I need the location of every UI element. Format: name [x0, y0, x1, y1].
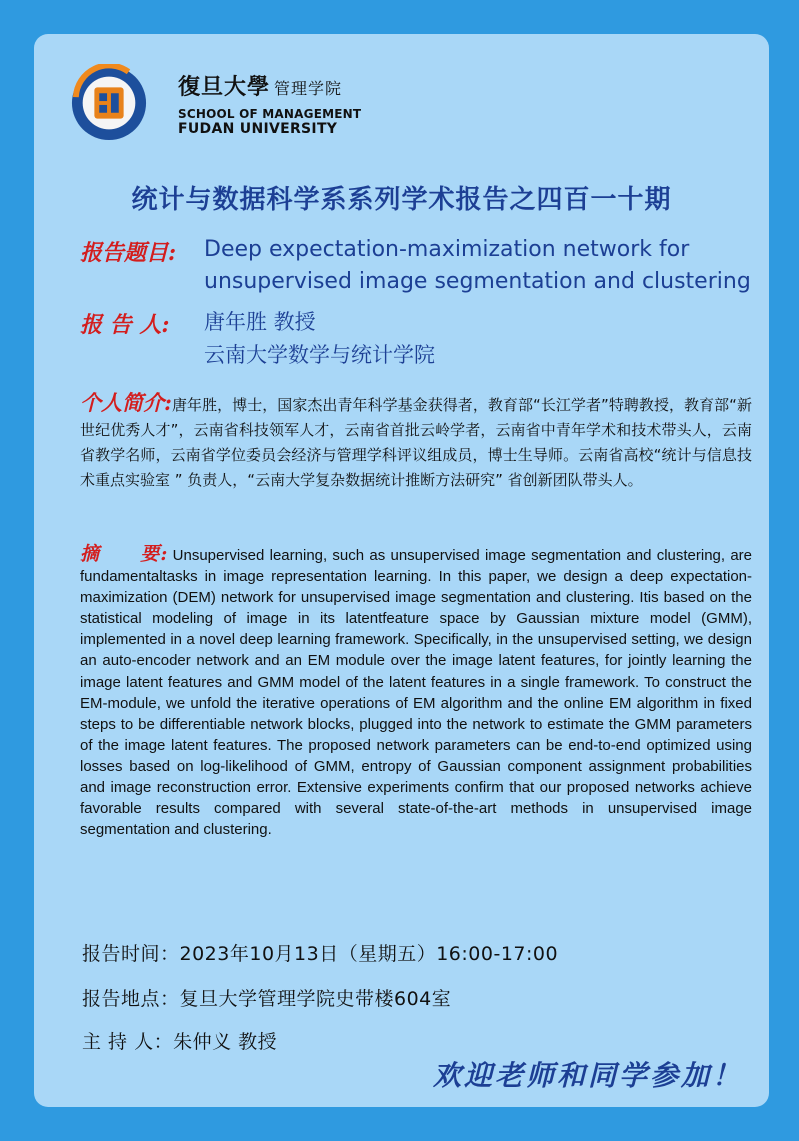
topic-line1: Deep expectation-maximization network for [204, 237, 690, 262]
talk-time: 报告时间：2023年10月13日（星期五）16:00-17:00 [82, 943, 559, 965]
bio-section [80, 390, 752, 493]
series-title: 统计与数据科学系系列学术报告之四百一十期 [131, 185, 672, 215]
poster-card [34, 34, 769, 1107]
speaker-affiliation: 云南大学数学与统计学院 [204, 343, 435, 367]
brand-cn-sub: 管理学院 [274, 79, 343, 98]
bio-text: 唐年胜，博士，国家杰出青年科学基金获得者，教育部“长江学者”特聘教授，教育部“新世纪优秀人才”，云南省科技领军人才，云南省首批云岭学者，云南省中青年学术和技术带头人，云南省教学名师，云南省学位委员会经济与管理学科评议组成员，博士生导师。云南省高校“统计与信息技术重点实验室 ” 负责人，“云南大学复杂数据统计推断方法研究” 省创新团队带头人。 [80, 396, 752, 489]
brand-text [178, 70, 361, 137]
brand-en-line2: FUDAN UNIVERSITY [178, 121, 338, 137]
header [70, 64, 470, 146]
bio-label: 个人简介: [80, 390, 172, 415]
abstract-section [80, 544, 752, 840]
talk-location: 报告地点：复旦大学管理学院史带楼604室 [82, 988, 452, 1010]
school-seal-logo [70, 64, 148, 142]
speaker-name: 唐年胜 教授 [204, 310, 316, 334]
brand-en-line1: SCHOOL OF MANAGEMENT [178, 107, 362, 121]
welcome-slogan: 欢迎老师和同学参加！ [432, 1059, 743, 1092]
speaker-label: 报 告 人: [80, 312, 170, 338]
brand-cn: 復旦大學 [178, 74, 271, 100]
abstract-label: 摘 要: [80, 543, 168, 565]
topic-label: 报告题目: [80, 240, 177, 266]
abstract-text: Unsupervised learning, such as unsupervised image segmentation and clustering, are fundamentaltasks in image representation learning. In this paper, we design a deep expectation-maximization (DEM) network for unsupervised image segmentation and clustering. Itis based on the statistical modeling of image in its latentfeature space by Gaussian mixture model (GMM), implemented in a novel deep learning framework. Specifically, in the unsupervised setting, we design an auto-encoder network and an EM module over the image latent features, for jointly learning the image latent features and GMM model of the latent features in a single framework. To construct the EM-module, we unfold the iterative operations of EM algorithm and the online EM algorithm in fixed steps to be differentiable network blocks, plugged into the network to estimate the GMM parameters of the image latent features. The proposed network parameters can be end-to-end optimized using losses based on log-likelihood of GMM, entropy of Gaussian component assignment probabilities and image reconstruction error. Extensive experiments confirm that our proposed networks achieve favorable results compared with several state-of-the-art methods in unsupervised image segmentation and clustering. [80, 547, 752, 839]
topic-line2: unsupervised image segmentation and clustering [204, 269, 751, 294]
talk-host: 主 持 人：朱仲义 教授 [82, 1031, 278, 1053]
